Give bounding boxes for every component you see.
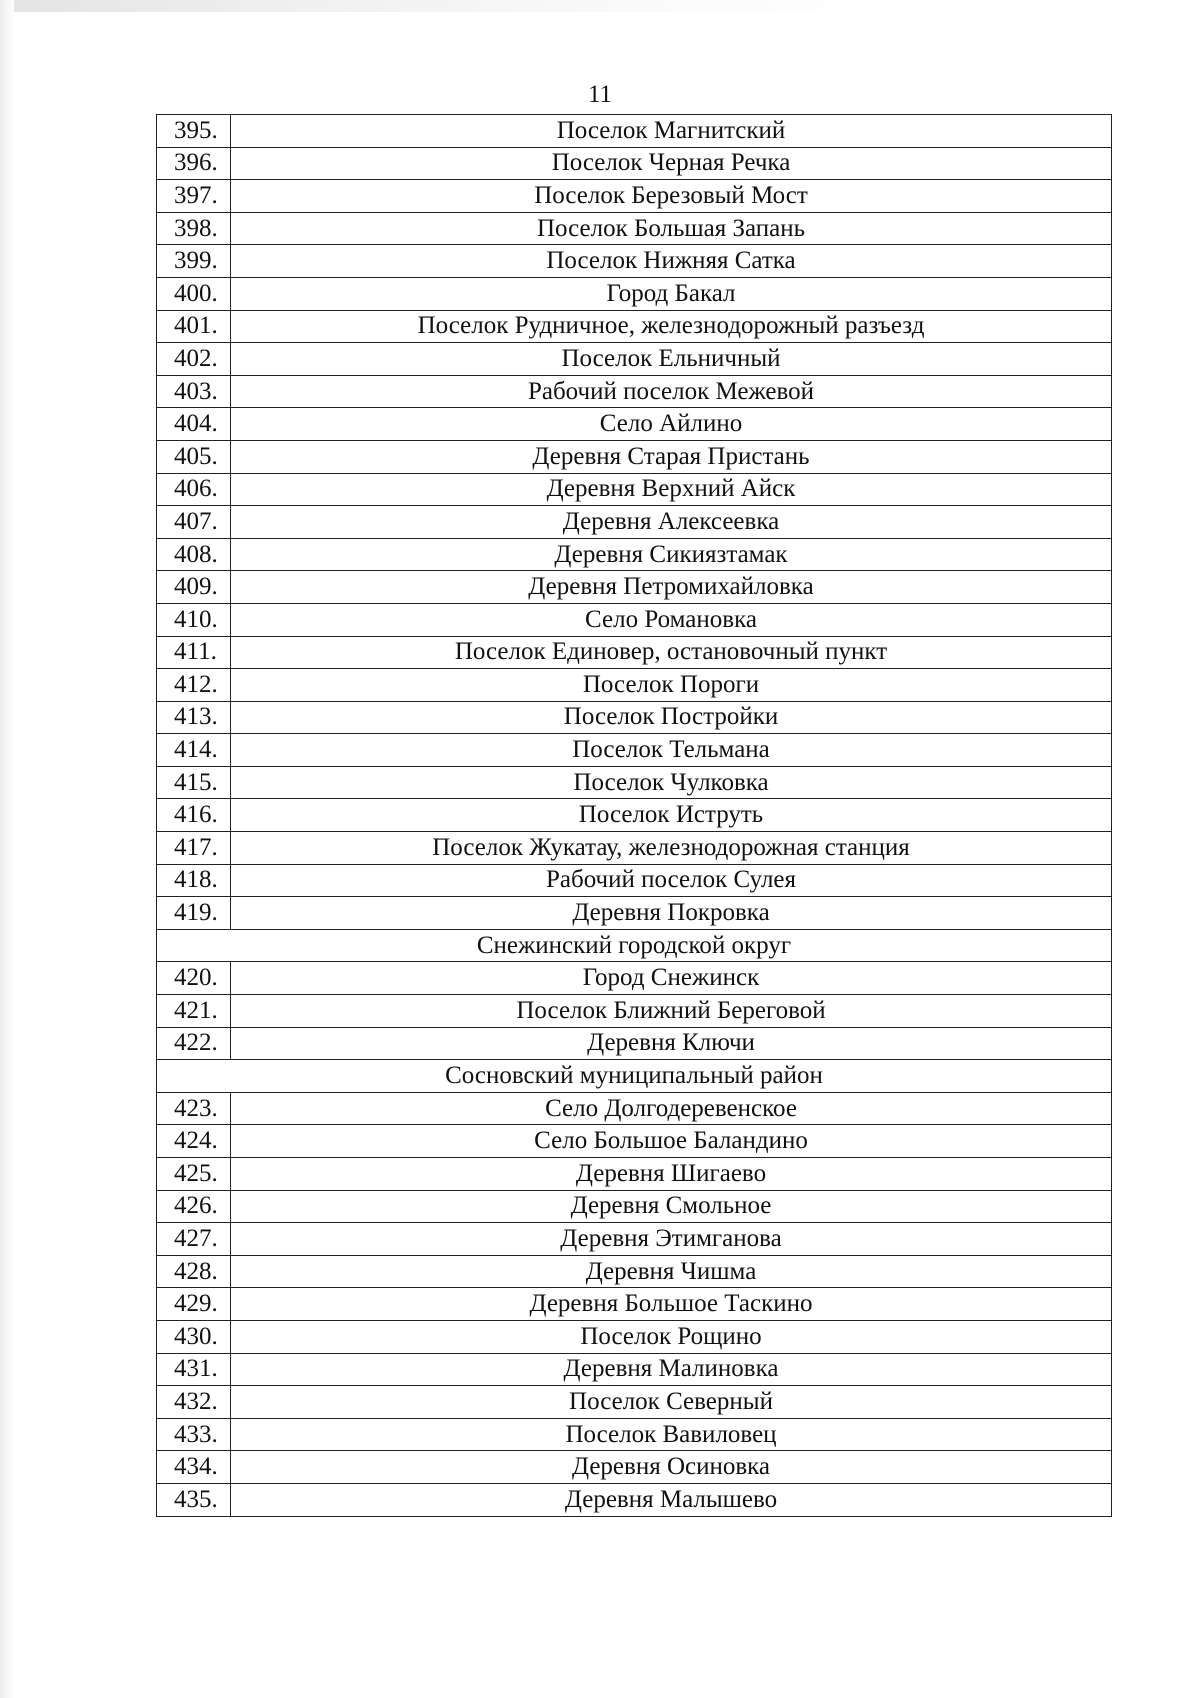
- table-row: [157, 1483, 1112, 1516]
- row-number: 424.: [157, 1125, 231, 1158]
- row-number: 396.: [157, 147, 231, 180]
- settlement-name: Деревня Алексеевка: [231, 506, 1112, 539]
- settlement-name: Деревня Покровка: [231, 897, 1112, 930]
- row-number: 429.: [157, 1288, 231, 1321]
- section-title: Сосновский муниципальный район: [157, 1060, 1112, 1093]
- settlement-name: Деревня Этимганова: [231, 1223, 1112, 1256]
- section-row: [157, 929, 1112, 962]
- row-number: 430.: [157, 1320, 231, 1353]
- table-row: [157, 1451, 1112, 1484]
- row-number: 397.: [157, 180, 231, 213]
- table-row: [157, 115, 1112, 148]
- row-number: 406.: [157, 473, 231, 506]
- row-number: 425.: [157, 1158, 231, 1191]
- settlement-name: Поселок Нижняя Сатка: [231, 245, 1112, 278]
- scan-left-edge: [0, 0, 14, 1698]
- settlement-name: Село Долгодеревенское: [231, 1092, 1112, 1125]
- settlement-name: Село Айлино: [231, 408, 1112, 441]
- settlement-name: Деревня Старая Пристань: [231, 440, 1112, 473]
- table-row: [157, 1027, 1112, 1060]
- table-row: [157, 766, 1112, 799]
- table-row: [157, 538, 1112, 571]
- table-row: [157, 1320, 1112, 1353]
- table-row: [157, 1418, 1112, 1451]
- settlement-name: Поселок Ближний Береговой: [231, 995, 1112, 1028]
- row-number: 420.: [157, 962, 231, 995]
- table-row: [157, 799, 1112, 832]
- row-number: 410.: [157, 603, 231, 636]
- table-row: [157, 245, 1112, 278]
- settlement-name: Поселок Березовый Мост: [231, 180, 1112, 213]
- row-number: 402.: [157, 343, 231, 376]
- settlement-name: Рабочий поселок Сулея: [231, 864, 1112, 897]
- settlement-name: Город Снежинск: [231, 962, 1112, 995]
- table-row: [157, 1125, 1112, 1158]
- table-row: [157, 864, 1112, 897]
- table-row: [157, 636, 1112, 669]
- settlement-name: Поселок Тельмана: [231, 734, 1112, 767]
- row-number: 428.: [157, 1255, 231, 1288]
- table-row: [157, 310, 1112, 343]
- table-row: [157, 440, 1112, 473]
- table-row: [157, 1158, 1112, 1191]
- settlements-table-body: [157, 115, 1112, 1517]
- table-row: [157, 1092, 1112, 1125]
- table-row: [157, 832, 1112, 865]
- settlement-name: Поселок Единовер, остановочный пункт: [231, 636, 1112, 669]
- settlement-name: Деревня Осиновка: [231, 1451, 1112, 1484]
- table-row: [157, 701, 1112, 734]
- row-number: 435.: [157, 1483, 231, 1516]
- settlement-name: Поселок Рощино: [231, 1320, 1112, 1353]
- row-number: 423.: [157, 1092, 231, 1125]
- row-number: 415.: [157, 766, 231, 799]
- settlement-name: Поселок Черная Речка: [231, 147, 1112, 180]
- table-row: [157, 1353, 1112, 1386]
- row-number: 412.: [157, 669, 231, 702]
- row-number: 408.: [157, 538, 231, 571]
- row-number: 398.: [157, 212, 231, 245]
- settlements-table: [156, 114, 1112, 1517]
- row-number: 405.: [157, 440, 231, 473]
- row-number: 404.: [157, 408, 231, 441]
- table-row: [157, 669, 1112, 702]
- settlement-name: Поселок Северный: [231, 1386, 1112, 1419]
- table-row: [157, 343, 1112, 376]
- settlement-name: Деревня Большое Таскино: [231, 1288, 1112, 1321]
- table-row: [157, 1386, 1112, 1419]
- settlement-name: Деревня Малышево: [231, 1483, 1112, 1516]
- table-row: [157, 603, 1112, 636]
- table-row: [157, 277, 1112, 310]
- row-number: 417.: [157, 832, 231, 865]
- table-row: [157, 1223, 1112, 1256]
- table-row: [157, 180, 1112, 213]
- section-title: Снежинский городской округ: [157, 929, 1112, 962]
- row-number: 426.: [157, 1190, 231, 1223]
- table-row: [157, 212, 1112, 245]
- settlement-name: Поселок Ельничный: [231, 343, 1112, 376]
- settlement-name: Деревня Смольное: [231, 1190, 1112, 1223]
- table-row: [157, 473, 1112, 506]
- settlement-name: Поселок Вавиловец: [231, 1418, 1112, 1451]
- row-number: 400.: [157, 277, 231, 310]
- settlement-name: Поселок Иструть: [231, 799, 1112, 832]
- row-number: 411.: [157, 636, 231, 669]
- settlement-name: Деревня Верхний Айск: [231, 473, 1112, 506]
- settlement-name: Поселок Большая Запань: [231, 212, 1112, 245]
- row-number: 418.: [157, 864, 231, 897]
- row-number: 395.: [157, 115, 231, 148]
- row-number: 414.: [157, 734, 231, 767]
- row-number: 416.: [157, 799, 231, 832]
- row-number: 401.: [157, 310, 231, 343]
- scan-top-edge: [0, 0, 900, 12]
- settlement-name: Город Бакал: [231, 277, 1112, 310]
- settlement-name: Деревня Малиновка: [231, 1353, 1112, 1386]
- row-number: 413.: [157, 701, 231, 734]
- settlement-name: Поселок Рудничное, железнодорожный разъезд: [231, 310, 1112, 343]
- row-number: 422.: [157, 1027, 231, 1060]
- row-number: 433.: [157, 1418, 231, 1451]
- table-row: [157, 375, 1112, 408]
- row-number: 399.: [157, 245, 231, 278]
- settlement-name: Поселок Жукатау, железнодорожная станция: [231, 832, 1112, 865]
- settlement-name: Село Большое Баландино: [231, 1125, 1112, 1158]
- row-number: 403.: [157, 375, 231, 408]
- table-row: [157, 571, 1112, 604]
- table-row: [157, 995, 1112, 1028]
- table-row: [157, 408, 1112, 441]
- table-row: [157, 506, 1112, 539]
- settlement-name: Деревня Сикиязтамак: [231, 538, 1112, 571]
- settlement-name: Деревня Петромихайловка: [231, 571, 1112, 604]
- row-number: 431.: [157, 1353, 231, 1386]
- table-row: [157, 147, 1112, 180]
- settlement-name: Деревня Ключи: [231, 1027, 1112, 1060]
- settlement-name: Поселок Пороги: [231, 669, 1112, 702]
- row-number: 432.: [157, 1386, 231, 1419]
- settlement-name: Деревня Шигаево: [231, 1158, 1112, 1191]
- section-row: [157, 1060, 1112, 1093]
- row-number: 427.: [157, 1223, 231, 1256]
- settlement-name: Деревня Чишма: [231, 1255, 1112, 1288]
- table-row: [157, 897, 1112, 930]
- settlement-name: Поселок Магнитский: [231, 115, 1112, 148]
- page-number: 11: [587, 81, 613, 108]
- settlement-name: Село Романовка: [231, 603, 1112, 636]
- row-number: 421.: [157, 995, 231, 1028]
- row-number: 407.: [157, 506, 231, 539]
- table-row: [157, 734, 1112, 767]
- table-row: [157, 1190, 1112, 1223]
- row-number: 409.: [157, 571, 231, 604]
- table-row: [157, 962, 1112, 995]
- settlement-name: Рабочий поселок Межевой: [231, 375, 1112, 408]
- table-row: [157, 1288, 1112, 1321]
- settlement-name: Поселок Чулковка: [231, 766, 1112, 799]
- row-number: 434.: [157, 1451, 231, 1484]
- table-row: [157, 1255, 1112, 1288]
- settlement-name: Поселок Постройки: [231, 701, 1112, 734]
- row-number: 419.: [157, 897, 231, 930]
